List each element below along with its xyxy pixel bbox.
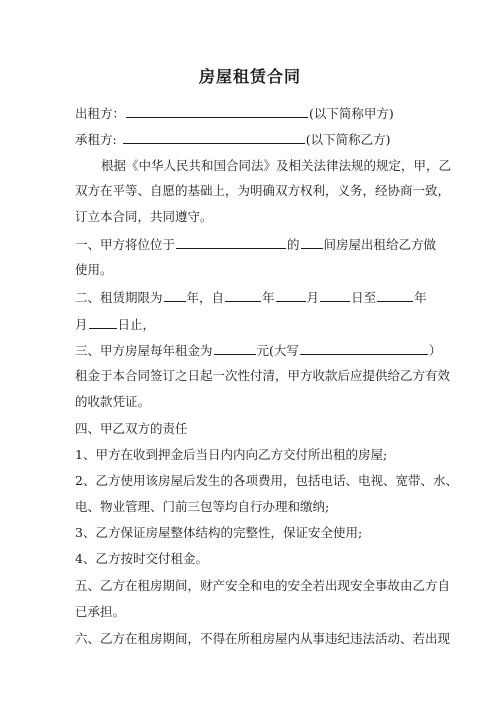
room-count-field[interactable] bbox=[301, 235, 323, 249]
clause-2-text-h: 日止， bbox=[117, 317, 156, 332]
preamble-line-3: 订立本合同，共同遵守。 bbox=[75, 209, 213, 224]
lessor-suffix: (以下简称甲方) bbox=[309, 106, 394, 121]
clause-4-heading: 四、甲乙双方的责任 bbox=[75, 421, 188, 436]
lease-years-field[interactable] bbox=[164, 288, 186, 302]
clause-2-line-2 bbox=[75, 315, 155, 334]
clause-2-text-b: 年，自 bbox=[186, 290, 225, 305]
rent-in-words-field[interactable] bbox=[300, 341, 428, 355]
clause-1-line-1 bbox=[75, 235, 436, 254]
clause-1-text-c: 间房屋出租给乙方做 bbox=[323, 237, 437, 252]
clause-1-line-2: 使用。 bbox=[75, 262, 113, 277]
clause-2-text-a: 二、租赁期限为 bbox=[75, 290, 163, 305]
lessee-suffix: (以下简称乙方) bbox=[305, 132, 391, 147]
clause-3-text-c: ） bbox=[428, 343, 442, 358]
start-month-field[interactable] bbox=[276, 288, 306, 302]
clause-3-line-1 bbox=[75, 341, 441, 360]
lessee-label: 承租方: bbox=[75, 132, 117, 147]
clause-2-text-e: 日至 bbox=[351, 290, 377, 305]
end-year-field[interactable] bbox=[377, 288, 413, 302]
start-year-field[interactable] bbox=[225, 288, 261, 302]
end-month-day-field[interactable] bbox=[89, 315, 117, 329]
lessee-name-field[interactable] bbox=[123, 130, 305, 144]
clause-2-text-g: 月 bbox=[75, 317, 88, 332]
clause-3-line-2: 租金于本合同签订之日起一次性付清，甲方收款后应提供给乙方有效 bbox=[75, 368, 451, 383]
document-title: 房屋租赁合同 bbox=[198, 67, 301, 86]
clause-4-item-1: 1、甲方在收到押金后当日内内向乙方交付所出租的房屋; bbox=[75, 447, 388, 462]
preamble-line-2: 双方在平等、自愿的基础上，为明确双方权利，义务，经协商一致， bbox=[75, 183, 451, 198]
clause-1-text-b: 的 bbox=[287, 237, 300, 252]
clause-6-line-1: 六、乙方在租房期间，不得在所租房屋内从事违纪违法活动、若出现 bbox=[75, 631, 451, 646]
clause-5-line-1: 五、乙方在租房期间，财产安全和电的安全若出现安全事故由乙方自 bbox=[75, 578, 451, 593]
clause-4-item-4: 4、乙方按时交付租金。 bbox=[75, 551, 208, 566]
clause-3-text-a: 三、甲方房屋每年租金为 bbox=[75, 343, 213, 358]
lessee-line bbox=[75, 130, 390, 149]
lessor-line bbox=[75, 104, 394, 123]
clause-2-text-d: 月 bbox=[306, 290, 320, 305]
lessor-name-field[interactable] bbox=[126, 104, 308, 118]
annual-rent-field[interactable] bbox=[214, 341, 256, 355]
clause-2-text-f: 年 bbox=[414, 290, 427, 305]
clause-4-item-2-line-2: 电、物业管理、门前三包等均自行办理和缴纳; bbox=[75, 499, 330, 514]
clause-4-item-2-line-1: 2、乙方使用该房屋后发生的各项费用，包括电话、电视、宽带、水、 bbox=[75, 473, 458, 488]
clause-2-text-c: 年 bbox=[262, 290, 275, 305]
clause-3-line-3: 的收款凭证。 bbox=[75, 394, 151, 409]
clause-4-item-3: 3、乙方保证房屋整体结构的完整性，保证安全使用; bbox=[75, 525, 363, 540]
clause-2-line-1 bbox=[75, 288, 427, 307]
lessor-label: 出租方： bbox=[75, 106, 126, 121]
property-location-field[interactable] bbox=[176, 235, 286, 249]
clause-5-line-2: 已承担。 bbox=[75, 604, 126, 619]
clause-1-text-a: 一、甲方将位位于 bbox=[75, 237, 176, 252]
clause-3-text-b: 元(大写 bbox=[256, 343, 299, 358]
start-day-field[interactable] bbox=[320, 288, 350, 302]
preamble-line-1: 根据《中华人民共和国合同法》及相关法律法规的规定，甲，乙 bbox=[101, 158, 452, 173]
